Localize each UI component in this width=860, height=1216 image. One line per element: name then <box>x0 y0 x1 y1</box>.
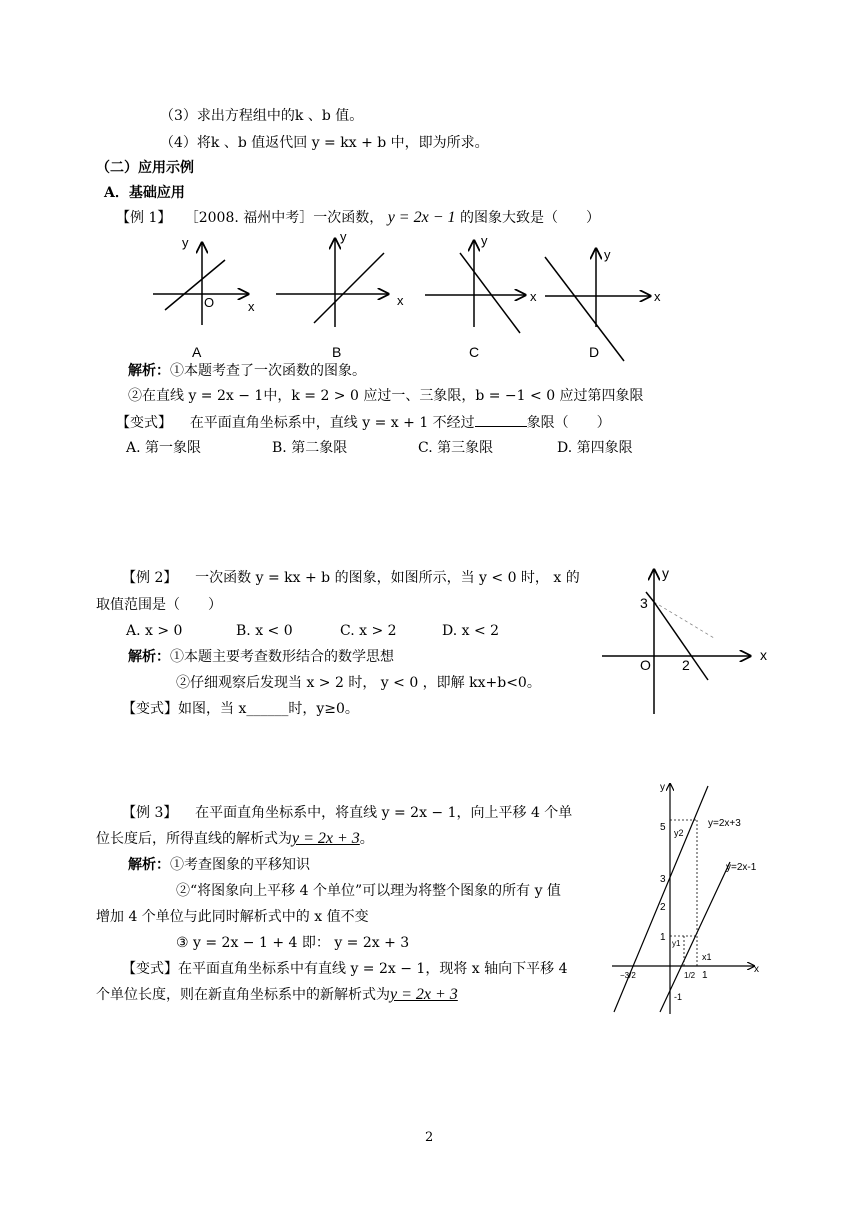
example-tag: 【例 2】 <box>122 570 178 586</box>
example-2-question <box>122 568 580 588</box>
graph-b-label: B <box>332 344 342 360</box>
variant-answer: y = 2x + 3 <box>390 986 458 1003</box>
graph-b <box>276 229 404 360</box>
example-3-analysis-3: 增加 4 个单位与此同时解析式中的 x 值不变 <box>96 909 369 925</box>
answer-blank <box>475 412 527 427</box>
graph-d-x-label: x <box>654 289 661 304</box>
variant-label: 【变式】 <box>122 961 178 977</box>
ex2-y-intercept: 3 <box>640 595 648 611</box>
example-1-graphs <box>0 225 860 365</box>
example-3-graph <box>604 776 784 1026</box>
analysis-label: 解析： <box>128 857 170 873</box>
example-3-question-cont <box>96 829 374 849</box>
ex2-y-label: y <box>662 565 669 581</box>
graph-a-x-label: x <box>248 299 255 314</box>
question-text: 一次函数 y = kx + b 的图象，如图所示，当 y < 0 时， x 的 <box>195 570 580 586</box>
ex3-x-label: x <box>754 964 759 975</box>
graph-a <box>153 235 255 360</box>
example-3-analysis-2: ②“将图象向上平移 4 个单位”可以理为将整个图象的所有 y 值 <box>176 883 561 899</box>
variant-label: 【变式】 <box>116 415 172 431</box>
answer: y = 2x + 3 <box>292 830 360 847</box>
ex1-option-a: A. 第一象限 <box>126 440 202 456</box>
analysis-text: ①本题主要考查数形结合的数学思想 <box>170 649 394 665</box>
variant-text: 在平面直角坐标系中有直线 y = 2x − 1，现将 x 轴向下平移 4 <box>178 961 568 977</box>
step-4: （4）将k 、b 值返代回 y = kx + b 中，即为所求。 <box>160 135 489 151</box>
label-half: 1/2 <box>684 971 696 980</box>
ex1-option-c: C. 第三象限 <box>418 440 494 456</box>
step-3: （3）求出方程组中的k 、b 值。 <box>160 108 364 124</box>
label-x1: x1 <box>702 952 712 962</box>
tick-2: 2 <box>660 902 666 913</box>
ex2-option-a: A. x > 0 <box>126 623 183 639</box>
graph-b-x-label: x <box>397 293 404 308</box>
ex2-x-label: x <box>760 647 767 663</box>
label-y2: y2 <box>674 828 684 838</box>
example-2-question-cont: 取值范围是（ ） <box>96 597 222 613</box>
analysis-label: 解析： <box>128 649 170 665</box>
tick-3: 3 <box>660 874 666 885</box>
tick-1-x: 1 <box>702 970 708 981</box>
ex3-y-label: y <box>660 782 665 793</box>
example-3-analysis-4: ③ y = 2x − 1 + 4 即： y = 2x + 3 <box>176 935 410 951</box>
graph-a-origin: O <box>204 295 215 310</box>
analysis-text: ①考查图象的平移知识 <box>170 857 310 873</box>
graph-d <box>545 247 661 361</box>
example-3-analysis-1 <box>128 855 310 875</box>
graph-a-y-label: y <box>182 235 189 250</box>
graph-c-label: C <box>469 344 480 360</box>
line2-label: y=2x-1 <box>726 862 757 873</box>
graph-d-label: D <box>589 344 600 360</box>
page-number: 2 <box>425 1130 434 1145</box>
graph-d-y-label: y <box>604 247 611 262</box>
ex2-x-intercept: 2 <box>682 657 690 673</box>
example-tag: 【例 3】 <box>122 805 178 821</box>
graph-c-x-label: x <box>530 289 537 304</box>
section-2-title: （二）应用示例 <box>96 160 194 176</box>
section-a-title: A．基础应用 <box>104 185 185 201</box>
analysis-label: 解析： <box>128 363 170 379</box>
example-1-analysis-2: ②在直线 y = 2x − 1中，k = 2 > 0 应过一、三象限，b = −1 < 0 应过第四象限 <box>128 388 644 404</box>
ex1-option-b: B. 第二象限 <box>272 440 348 456</box>
ex2-origin: O <box>640 657 651 673</box>
example-3-variant <box>122 959 567 979</box>
tick-1-y: 1 <box>660 932 666 943</box>
ex2-option-b: B. x < 0 <box>236 623 293 639</box>
graph-c-y-label: y <box>481 233 488 248</box>
example-3-question <box>122 803 572 823</box>
label-neg-frac: −3/2 <box>620 971 636 980</box>
formula: y = 2x − 1 <box>387 209 456 226</box>
ex2-option-d: D. x < 2 <box>442 623 500 639</box>
example-1-variant <box>116 412 611 433</box>
graph-b-y-label: y <box>340 229 347 244</box>
question-text: 在平面直角坐标系中，将直线 y = 2x − 1，向上平移 4 个单 <box>195 805 573 821</box>
question-text: ［2008. 福州中考］一次函数， <box>184 210 384 226</box>
example-2-analysis-2: ②仔细观察后发现当 x > 2 时， y < 0 ，即解 kx+b<0。 <box>176 675 541 691</box>
tick-neg-1: -1 <box>674 992 683 1002</box>
line1-label: y=2x+3 <box>708 818 741 829</box>
ex1-option-d: D. 第四象限 <box>557 440 633 456</box>
tick-5: 5 <box>660 822 666 833</box>
example-1-analysis-1 <box>128 361 366 381</box>
graph-c <box>425 233 537 360</box>
question-text: 位长度后，所得直线的解析式为 <box>96 831 292 847</box>
graph-a-label: A <box>192 344 202 360</box>
example-3-variant-cont <box>96 985 458 1005</box>
variant-text: 个单位长度，则在新直角坐标系中的新解析式为 <box>96 987 390 1003</box>
example-tag: 【例 1】 <box>116 210 172 226</box>
analysis-text: ①本题考查了一次函数的图象。 <box>170 363 366 379</box>
question-end: 。 <box>359 831 374 847</box>
example-2-graph <box>596 562 796 722</box>
example-2-analysis-1 <box>128 647 394 667</box>
question-text-end: 的图象大致是（ ） <box>459 210 600 226</box>
variant-text-end: 象限（ ） <box>526 415 611 431</box>
variant-text: 在平面直角坐标系中，直线 y = x + 1 不经过 <box>189 415 475 431</box>
label-y1: y1 <box>672 939 681 948</box>
ex2-option-c: C. x > 2 <box>340 623 397 639</box>
example-2-variant: 【变式】如图，当 x______时，y≥0。 <box>122 701 359 717</box>
